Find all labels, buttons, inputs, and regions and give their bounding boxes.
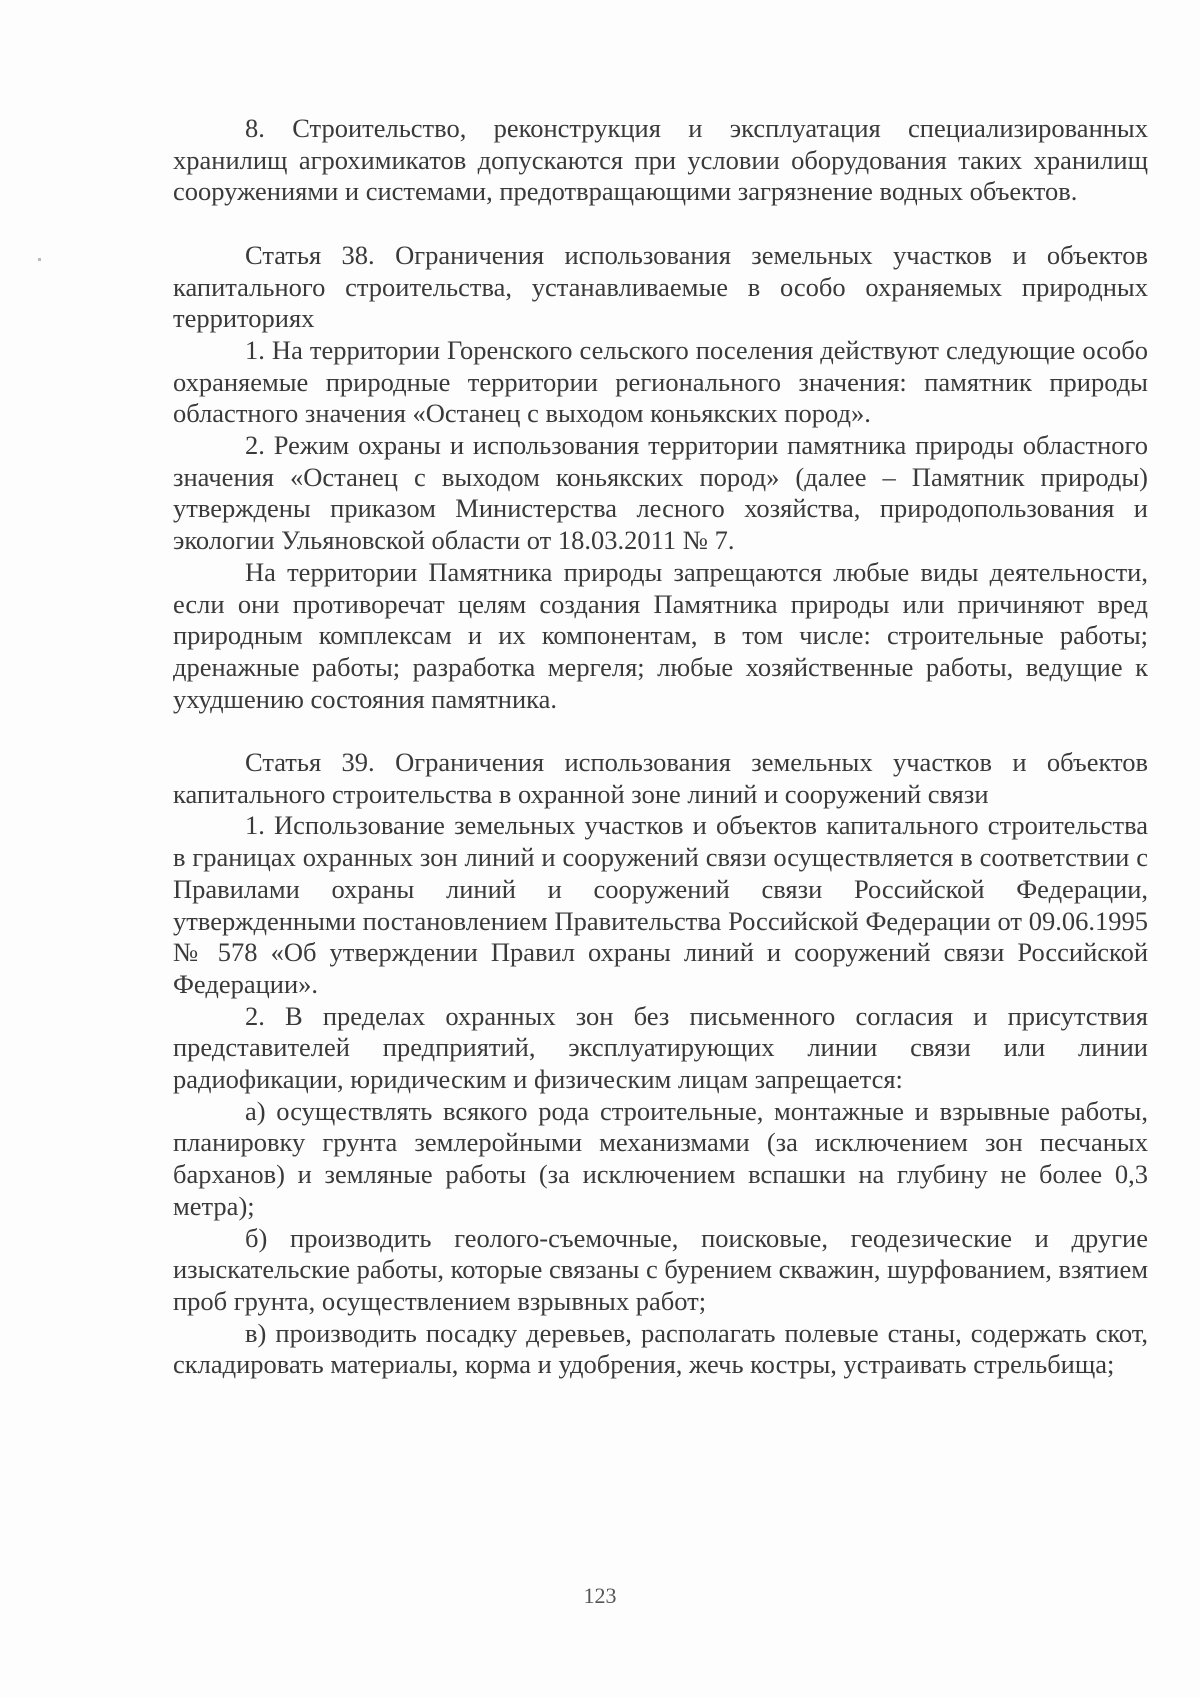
paragraph-gap bbox=[173, 208, 1148, 240]
page-number: 123 bbox=[583, 1583, 617, 1608]
paragraph-item-8: 8. Строительство, реконструкция и эксплуатация специализированных хранилищ агрохимикатов допускаются при условии оборудования таких хранилищ сооружениями и системами, предотвращающими загрязнение водных объектов. bbox=[173, 113, 1148, 207]
article-38-restrictions: На территории Памятника природы запрещаются любые виды деятельности, если они противоречат целям создания Памятника природы или причиняют вред природным комплексам и их компонентам, в том числе: строительные работы; дренажные работы; разработка мергеля; любые хозяйственные работы, ведущие к ухудшению состояния памятника. bbox=[173, 556, 1148, 714]
article-38-item-1: 1. На территории Горенского сельского поселения действуют следующие особо охраняемые природные территории регионального значения: памятник природы областного значения «Останец с выходом коньякских пород». bbox=[173, 334, 1148, 429]
article-38-item-2: 2. Режим охраны и использования территории памятника природы областного значения «Останец с выходом коньякских пород» (далее – Памятник природы) утверждены приказом Министерства лесного хозяйства, природопользования и экологии Ульяновской области от 18.03.2011 № 7. bbox=[173, 430, 1148, 556]
document-body bbox=[173, 113, 1148, 1381]
article-39-heading: Статья 39. Ограничения использования земельных участков и объектов капитального строительства в охранной зоне линий и сооружений связи bbox=[173, 747, 1148, 809]
scan-speck bbox=[38, 258, 41, 261]
article-38-heading: Статья 38. Ограничения использования земельных участков и объектов капитального строительства, устанавливаемые в особо охраняемых природных территориях bbox=[173, 239, 1148, 334]
paragraph-gap bbox=[173, 715, 1148, 747]
article-39-subitem-a: а) осуществлять всякого рода строительные, монтажные и взрывные работы, планировку грунта землеройными механизмами (за исключением зон песчаных барханов) и земляные работы (за исключением вспашки на глубину не более 0,3 метра); bbox=[173, 1095, 1148, 1221]
article-39-item-1: 1. Использование земельных участков и объектов капитального строительства в границах охранных зон линий и сооружений связи осуществляется в соответствии с Правилами охраны линий и сооружений связи Российской Федерации, утвержденными постановлением Правительства Российской Федерации от 09.06.1995 № 578 «Об утверждении Правил охраны линий и сооружений связи Российской Федерации». bbox=[173, 810, 1148, 999]
article-39-subitem-v: в) производить посадку деревьев, располагать полевые станы, содержать скот, складировать материалы, корма и удобрения, жечь костры, устраивать стрельбища; bbox=[173, 1317, 1148, 1380]
article-39-subitem-b: б) производить геолого-съемочные, поисковые, геодезические и другие изыскательские работы, которые связаны с бурением скважин, шурфованием, взятием проб грунта, осуществлением взрывных работ; bbox=[173, 1222, 1148, 1316]
article-39-item-2: 2. В пределах охранных зон без письменного согласия и присутствия представителей предприятий, эксплуатирующих линии связи или линии радиофикации, юридическим и физическим лицам запрещается: bbox=[173, 1000, 1148, 1095]
